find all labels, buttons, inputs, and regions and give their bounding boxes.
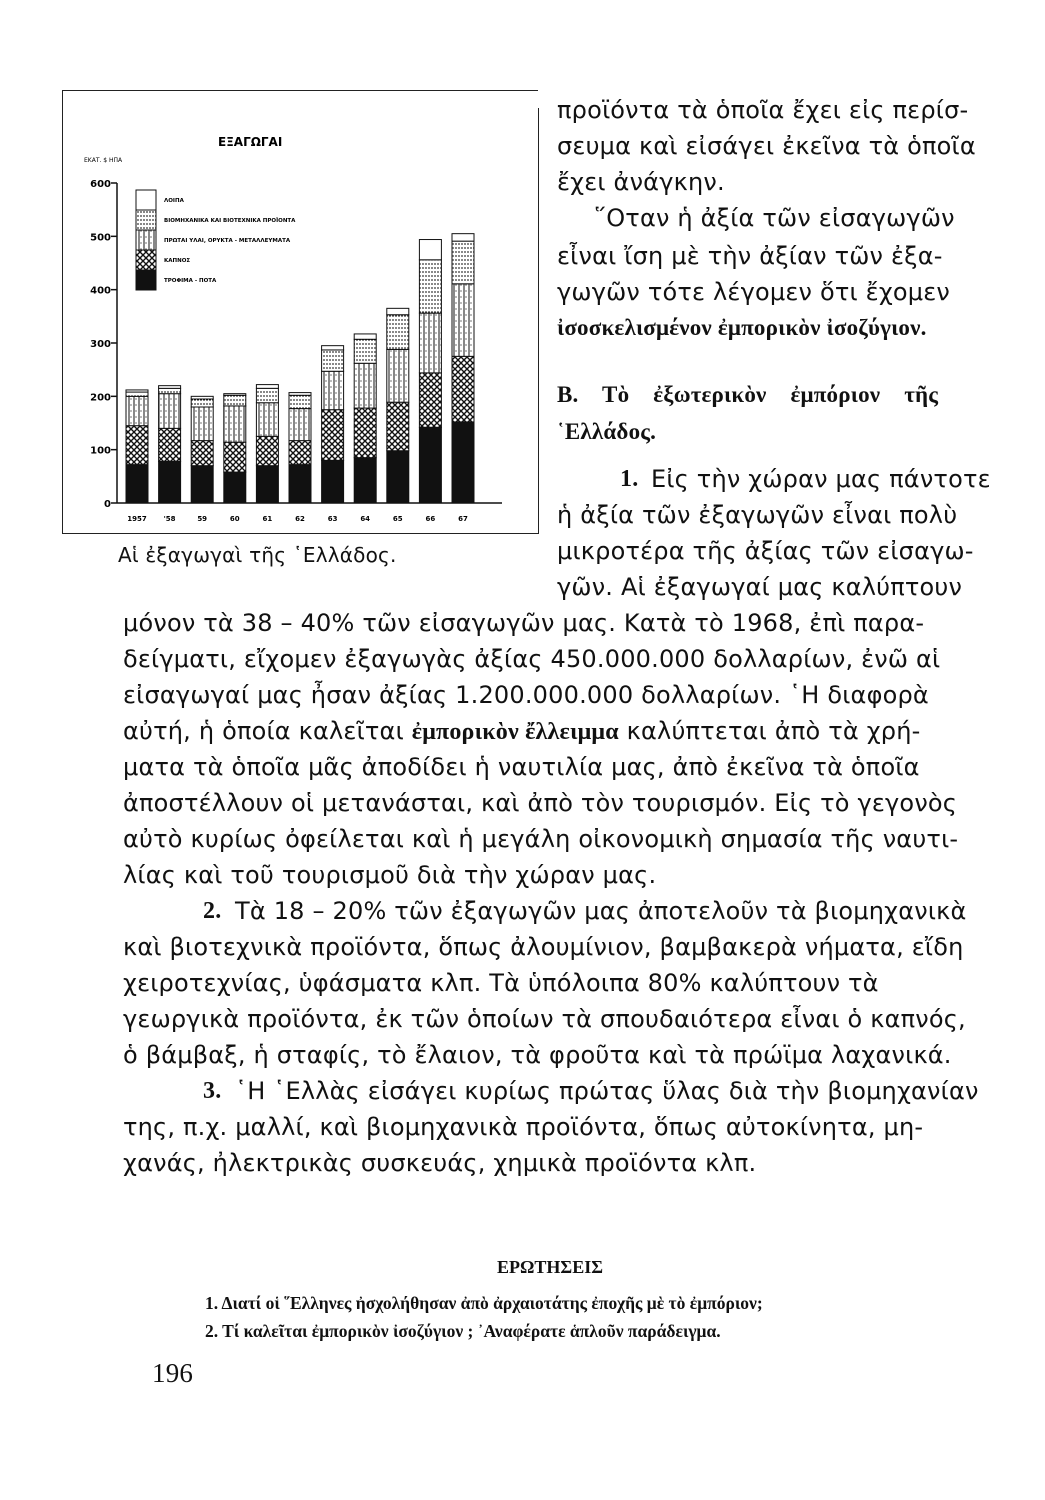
x-tick-label: 67 bbox=[458, 515, 468, 523]
bar-segment bbox=[256, 403, 278, 437]
text-line: σευμα καὶ εἰσάγει ἐκεῖνα τὰ ὁποῖα bbox=[557, 132, 976, 160]
x-tick-label: 59 bbox=[197, 515, 208, 523]
bar-segment bbox=[256, 385, 278, 389]
x-tick-label: 1957 bbox=[127, 515, 147, 523]
legend-label: ΛΟΙΠΑ bbox=[164, 198, 184, 204]
bar-segment bbox=[419, 313, 441, 373]
term-balance-period: . bbox=[920, 315, 927, 340]
bar-segment bbox=[452, 422, 474, 503]
exports-chart bbox=[62, 90, 539, 534]
text-line: ῾Η ῾Ελλὰς εἰσάγει κυρίως πρώτας ὕλας διὰ τὴν βιομηχανίαν bbox=[235, 1077, 979, 1105]
bar-segment bbox=[159, 461, 181, 503]
bar-segment bbox=[126, 396, 148, 425]
term-balance-bold: ἰσοσκελισμένον ἐμπορικὸν ἰσοζύγιον bbox=[557, 315, 921, 340]
bar-segment bbox=[419, 427, 441, 503]
paragraph-number: 1. bbox=[620, 466, 639, 492]
y-tick-label: 0 bbox=[104, 499, 111, 510]
bar-segment bbox=[289, 409, 311, 441]
text-fragment: αὐτή, ἡ ὁποία καλεῖται bbox=[123, 717, 404, 745]
text-line: ἀποστέλλουν οἱ μετανάσται, καὶ ἀπὸ τὸν τουρισμόν. Εἰς τὸ γεγονὸς bbox=[123, 789, 958, 817]
bar-segment bbox=[289, 395, 311, 408]
bar-segment bbox=[322, 350, 344, 371]
bar-segment bbox=[126, 390, 148, 392]
y-tick-label: 500 bbox=[90, 232, 111, 244]
legend-label: ΤΡΟΦΙΜΑ - ΠΟΤΑ bbox=[164, 278, 217, 284]
y-tick-label: 200 bbox=[90, 392, 111, 404]
legend-label: ΠΡΩΤΑΙ ΥΛΑΙ, ΟΡΥΚΤΑ - ΜΕΤΑΛΛΕΥΜΑΤΑ bbox=[164, 238, 291, 244]
text-line: γεωργικὰ προϊόντα, ἐκ τῶν ὁποίων τὰ σπουδαιότερα εἶναι ὁ καπνός, bbox=[123, 1005, 966, 1033]
bar-segment bbox=[452, 356, 474, 422]
text-line: γωγῶν τότε λέγομεν ὅτι ἔχομεν bbox=[557, 278, 951, 306]
x-tick-label: 64 bbox=[360, 515, 371, 523]
text-line: χειροτεχνίας, ὑφάσματα κλπ. Τὰ ὑπόλοιπα 80% καλύπτουν τὰ bbox=[123, 969, 879, 997]
bar-segment bbox=[126, 392, 148, 396]
text-line bbox=[123, 716, 920, 747]
y-tick-label: 600 bbox=[90, 179, 111, 190]
legend-swatch bbox=[136, 270, 156, 290]
x-tick-label: 65 bbox=[392, 515, 403, 523]
text-line: γῶν. Αἱ ἐξαγωγαί μας καλύπτουν bbox=[557, 573, 963, 601]
term-balance bbox=[557, 313, 927, 343]
y-tick-label: 100 bbox=[90, 445, 111, 457]
bar-segment bbox=[419, 260, 441, 313]
text-line: δείγματι, εἴχομεν ἐξαγωγὰς ἀξίας 450.000.000 δολλαρίων, ἐνῶ αἱ bbox=[123, 645, 941, 673]
bar-segment bbox=[159, 386, 181, 389]
bar-segment bbox=[387, 451, 409, 503]
question-2: 2. Τί καλεῖται ἐμπορικὸν ἰσοζύγιον ; ᾿Αναφέρατε ἁπλοῦν παράδειγμα. bbox=[205, 1320, 721, 1341]
bar-segment bbox=[256, 388, 278, 402]
bar-segment bbox=[452, 284, 474, 357]
bar-segment bbox=[191, 407, 213, 441]
bar-segment bbox=[387, 308, 409, 314]
term-trade-deficit: ἐμπορικὸν ἔλλειμμα bbox=[411, 719, 619, 745]
x-tick-label: 61 bbox=[262, 515, 273, 523]
bar-segment bbox=[224, 406, 246, 442]
heading-line: ῾Ελλάδος. bbox=[557, 419, 657, 444]
heading-line: Β. Τὸ ἐξωτερικὸν ἐμπόριον τῆς bbox=[557, 382, 939, 407]
x-tick-label: 62 bbox=[295, 515, 305, 523]
x-tick-label: '58 bbox=[163, 515, 176, 523]
bar-segment bbox=[191, 396, 213, 399]
x-tick-label: 66 bbox=[425, 515, 436, 523]
legend-swatch bbox=[136, 210, 156, 230]
bar-segment bbox=[354, 408, 376, 458]
bar-segment bbox=[289, 393, 311, 396]
x-tick-label: 63 bbox=[327, 515, 338, 523]
text-line: ῞Οταν ἡ ἀξία τῶν εἰσαγωγῶν bbox=[594, 204, 955, 232]
paragraph-number: 2. bbox=[203, 898, 222, 924]
bar-segment bbox=[322, 460, 344, 503]
y-tick-label: 400 bbox=[90, 285, 111, 297]
text-line: μικροτέρα τῆς ἀξίας τῶν εἰσαγω- bbox=[557, 537, 974, 565]
bar-segment bbox=[224, 395, 246, 406]
question-1: 1. Διατί οἱ ῞Ελληνες ἠσχολήθησαν ἀπὸ ἀρχαιοτάτης ἐποχῆς μὲ τὸ ἐμπόριον; bbox=[205, 1292, 763, 1313]
text-line: ὁ βάμβαξ, ἡ σταφίς, τὸ ἔλαιον, τὰ φροῦτα καὶ τὰ πρώϊμα λαχανικά. bbox=[123, 1041, 952, 1069]
page-number: 196 bbox=[152, 1358, 194, 1388]
text-line: μόνον τὰ 38 – 40% τῶν εἰσαγωγῶν μας. Κατὰ τὸ 1968, ἐπὶ παρα- bbox=[123, 609, 925, 637]
chart-frame-gap bbox=[538, 88, 548, 108]
bar-segment bbox=[224, 394, 246, 396]
bar-segment bbox=[322, 346, 344, 350]
legend-label: ΒΙΟΜΗΧΑΝΙΚΑ ΚΑΙ ΒΙΟΤΕΧΝΙΚΑ ΠΡΟΪΟΝΤΑ bbox=[164, 218, 296, 224]
bar-segment bbox=[354, 363, 376, 408]
bar-segment bbox=[322, 410, 344, 461]
bar-segment bbox=[354, 339, 376, 363]
questions-title: ΕΡΩΤΗΣΕΙΣ bbox=[497, 1257, 603, 1277]
text-line: ἔχει ἀνάγκην. bbox=[557, 168, 725, 196]
bar-segment bbox=[452, 234, 474, 241]
bar-segment bbox=[387, 315, 409, 350]
x-tick-label: 60 bbox=[229, 515, 240, 523]
text-line: καὶ βιοτεχνικὰ προϊόντα, ὅπως ἀλουμίνιον, βαμβακερὰ νήματα, εἴδη bbox=[123, 933, 964, 961]
bar-segment bbox=[224, 472, 246, 503]
bar-segment bbox=[289, 441, 311, 465]
legend-swatch bbox=[136, 250, 156, 270]
bar-segment bbox=[256, 436, 278, 465]
paragraph-number: 3. bbox=[203, 1078, 222, 1104]
legend-label: ΚΑΠΝΟΣ bbox=[164, 258, 191, 264]
text-line: χανάς, ἠλεκτρικὰς συσκευάς, χημικὰ προϊόντα κλπ. bbox=[123, 1149, 757, 1177]
y-axis-label: ΕΚΑΤ. $ ΗΠΑ bbox=[84, 157, 123, 164]
chart-title: ΕΞΑΓΩΓΑΙ bbox=[218, 135, 283, 149]
bar-segment bbox=[191, 466, 213, 503]
bar-segment bbox=[354, 334, 376, 339]
text-line: λίας καὶ τοῦ τουρισμοῦ διὰ τὴν χώραν μας. bbox=[123, 861, 657, 889]
text-line: αὐτὸ κυρίως ὀφείλεται καὶ ἡ μεγάλη οἰκονομικὴ σημασία τῆς ναυτι- bbox=[123, 825, 959, 853]
legend-swatch bbox=[136, 190, 156, 210]
legend-swatch bbox=[136, 230, 156, 250]
bar-segment bbox=[289, 465, 311, 503]
bar-segment bbox=[387, 402, 409, 451]
bar-segment bbox=[126, 465, 148, 503]
text-line: Εἰς τὴν χώραν μας πάντοτε bbox=[651, 465, 991, 493]
bar-segment bbox=[387, 349, 409, 402]
bar-segment bbox=[419, 240, 441, 260]
chart-caption: Αἱ ἐξαγωγαὶ τῆς ῾Ελλάδος. bbox=[118, 543, 397, 567]
text-line: ἡ ἀξία τῶν ἐξαγωγῶν εἶναι πολὺ bbox=[557, 501, 958, 529]
bar-segment bbox=[126, 426, 148, 465]
bar-segment bbox=[224, 442, 246, 472]
bar-segment bbox=[256, 466, 278, 503]
bar-segment bbox=[159, 428, 181, 461]
bar-segment bbox=[191, 399, 213, 407]
bar-segment bbox=[419, 373, 441, 427]
text-fragment: καλύπτεται ἀπὸ τὰ χρή- bbox=[626, 717, 921, 745]
bar-segment bbox=[322, 371, 344, 409]
bar-segment bbox=[354, 458, 376, 503]
text-line: Τὰ 18 – 20% τῶν ἐξαγωγῶν μας ἀποτελοῦν τὰ βιομηχανικὰ bbox=[235, 897, 967, 925]
text-line: προϊόντα τὰ ὁποῖα ἔχει εἰς περίσ- bbox=[557, 96, 969, 124]
bar-segment bbox=[452, 241, 474, 284]
text-line: εἶναι ἴση μὲ τὴν ἀξίαν τῶν ἐξα- bbox=[557, 242, 943, 270]
text-line: της, π.χ. μαλλί, καὶ βιομηχανικὰ προϊόντα, ὅπως αὐτοκίνητα, μη- bbox=[123, 1113, 924, 1141]
bar-segment bbox=[159, 394, 181, 429]
bar-segment bbox=[159, 388, 181, 393]
y-tick-label: 300 bbox=[90, 339, 111, 350]
text-line: εἰσαγωγαί μας ἦσαν ἀξίας 1.200.000.000 δολλαρίων. ῾Η διαφορὰ bbox=[123, 681, 929, 709]
text-line: ματα τὰ ὁποῖα μᾶς ἀποδίδει ἡ ναυτιλία μας, ἀπὸ ἐκεῖνα τὰ ὁποῖα bbox=[123, 753, 920, 781]
bar-segment bbox=[191, 441, 213, 466]
